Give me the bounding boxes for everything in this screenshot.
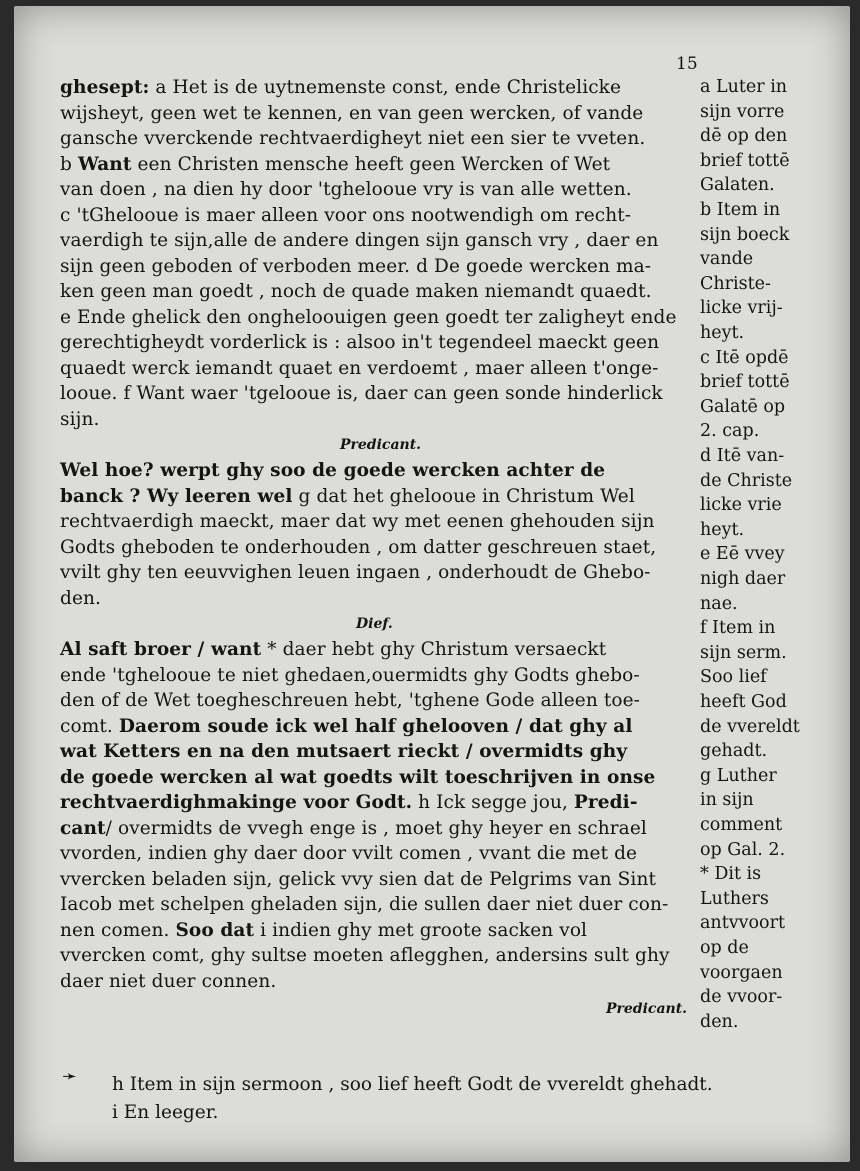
roman-text: vvercken comt, ghy sultse moeten aflegghen, andersins sult ghy (60, 945, 670, 966)
text-line (60, 817, 647, 841)
margin-note-line: gehadt. (700, 741, 768, 762)
margin-note-line: d Itē van- (700, 446, 785, 466)
margin-note-line: * Dit is (700, 864, 762, 885)
blackletter-text: Soo dat (175, 919, 255, 941)
text-line (60, 944, 670, 968)
roman-text: vvorden, indien ghy daer door vvilt comen , vvant die met de (60, 843, 638, 864)
text-line (60, 868, 656, 892)
margin-note-line: den. (700, 1011, 739, 1032)
margin-note-line: Galatē op (700, 396, 786, 417)
blackletter-text: de goede wercken al wat goedts wilt toeschrijven in onse (60, 766, 656, 788)
margin-note-line: heyt. (700, 323, 745, 343)
text-line (60, 561, 651, 585)
roman-text: van doen , na dien hy door 'tghelooue vry is van alle wetten. (60, 179, 632, 200)
margin-note-line: op Gal. 2. (700, 839, 786, 860)
blackletter-text: rechtvaerdighmakinge voor Godt. (60, 792, 413, 813)
margin-note-line: brief tottē (700, 372, 790, 393)
margin-note-line: 2. cap. (700, 421, 760, 442)
margin-note-line: g Luther (700, 765, 777, 786)
roman-text: comt. (60, 715, 119, 737)
text-line (60, 842, 637, 866)
text-line (60, 587, 101, 611)
margin-note-line: vande (700, 249, 754, 270)
roman-text: Iacob met schelpen gheladen sijn, die sullen daer niet duer con- (60, 894, 669, 915)
text-line (60, 331, 659, 355)
blackletter-text: banck ? Wy leeren wel (60, 485, 293, 507)
margin-note-line: comment (700, 815, 783, 835)
roman-text: rechtvaerdigh maeckt, maer dat wy met eenen ghehouden sijn (60, 511, 655, 532)
roman-text: b (60, 153, 78, 175)
roman-text: den of de Wet toegheschreuen hebt, 'tghene Gode alleen toe- (60, 690, 641, 711)
blackletter-text: Wel hoe? werpt ghy soo de goede wercken achter de (60, 460, 606, 481)
footnote-h: h Item in sijn sermoon , soo lief heeft Godt de vvereldt ghehadt. (112, 1074, 713, 1095)
text-line (60, 127, 645, 151)
margin-note-line: licke vrij- (700, 298, 783, 319)
text-line (60, 919, 587, 943)
text-line (60, 791, 638, 815)
text-line (60, 229, 658, 253)
roman-text: gansche vverckende rechtvaerdigheyt niet een sier te vveten. (60, 128, 646, 149)
blackletter-text: ghesept: (60, 77, 150, 98)
margin-note-line: e Eē vvey (700, 544, 785, 565)
roman-text: e Ende ghelick den ongheloouigen geen goedt ter zaligheyt ende (60, 306, 677, 328)
text-line (60, 664, 640, 688)
text-line (60, 740, 627, 764)
margin-note-line: antvvoort (700, 913, 785, 934)
margin-note-line: de vvoor- (700, 987, 783, 1008)
margin-note-line: sijn serm. (700, 642, 787, 663)
margin-note-line: nae. (700, 593, 738, 614)
roman-text: c 'tGhelooue is maer alleen voor ons nootwendigh om recht- (60, 204, 632, 226)
text-line (60, 459, 605, 483)
speaker-heading-predicant-2: Predicant. (606, 1001, 688, 1017)
margin-note-line: a Luter in (700, 77, 788, 97)
margin-note-line: sijn boeck (700, 224, 790, 245)
text-line (60, 638, 606, 662)
text-line (60, 510, 655, 534)
roman-text: ende 'tghelooue te niet ghedaen,ouermidts ghy Godts ghebo- (60, 664, 640, 686)
margin-note-line: de vvereldt (700, 716, 800, 737)
text-line (60, 76, 621, 100)
blackletter-text: wat Ketters en na den mutsaert rieckt / overmidts ghy (60, 741, 628, 762)
speaker-heading-predicant: Predicant. (340, 437, 422, 453)
margin-note-line: Luthers (700, 888, 769, 909)
roman-text: ken geen man goedt , noch de quade maken niemandt quaedt. (60, 281, 652, 302)
speaker-heading-dief: Dief. (356, 616, 393, 632)
margin-note-line: Soo lief (700, 667, 767, 688)
blackletter-text: Daerom soude ick wel half ghelooven / dat ghy al (118, 715, 633, 737)
roman-text: / overmidts de vvegh enge is , moet ghy heyer en schrael (105, 817, 647, 839)
page-number: 15 (676, 54, 698, 74)
text-line (60, 153, 610, 177)
roman-text: vaerdigh te sijn,alle de andere dingen sijn gansch vry , daer en (60, 230, 659, 251)
text-line (60, 357, 658, 381)
roman-text: vvercken beladen sijn, gelick vvy sien dat de Pelgrims van Sint (60, 868, 656, 890)
text-line (60, 485, 635, 509)
margin-note-line: voorgaen (700, 962, 783, 983)
margin-note-line: dē op den (700, 126, 788, 147)
text-line (60, 766, 655, 790)
margin-note-line: licke vrie (700, 495, 782, 516)
text-line (60, 715, 632, 739)
roman-text: h Ick segge jou, (412, 792, 574, 813)
roman-text: nen comen. (60, 919, 176, 941)
margin-note-line: Christe- (700, 273, 771, 294)
margin-note-line: nigh daer (700, 569, 786, 589)
margin-note-line: c Itē opdē (700, 347, 789, 368)
margin-note-line: op de (700, 938, 749, 958)
book-page (14, 6, 850, 1162)
text-line (60, 893, 668, 917)
pointer-mark-icon: ➛ (62, 1066, 78, 1087)
text-line (60, 382, 663, 406)
roman-text: * daer hebt ghy Christum versaeckt (261, 639, 607, 660)
roman-text: g dat het ghelooue in Christum Wel (292, 485, 635, 507)
text-line (60, 689, 640, 713)
roman-text: quaedt werck iemandt quaet en verdoemt , maer alleen t'onge- (60, 357, 659, 379)
margin-note-line: brief tottē (700, 150, 790, 171)
roman-text: een Christen mensche heeft geen Wercken of Wet (131, 153, 611, 175)
text-line (60, 280, 652, 304)
blackletter-text: cant (60, 817, 106, 839)
roman-text: den. (60, 587, 101, 609)
margin-note-line: heeft God (700, 692, 787, 712)
margin-note-line: sijn vorre (700, 101, 785, 122)
roman-text: sijn. (60, 408, 100, 430)
text-line (60, 204, 631, 228)
margin-note-line: de Christe (700, 470, 793, 491)
roman-text: sijn geen geboden of verboden meer. d De goede wercken ma- (60, 255, 652, 277)
roman-text: looue. f Want waer 'tgelooue is, daer can geen sonde hinderlick (60, 383, 663, 404)
roman-text: Godts gheboden te onderhouden , om datter geschreuen staet, (60, 536, 657, 558)
text-line (60, 178, 632, 202)
margin-note-line: b Item in (700, 200, 781, 220)
blackletter-text: Predi- (573, 792, 638, 813)
text-line (60, 536, 656, 560)
margin-note-line: in sijn (700, 790, 754, 811)
text-line (60, 970, 276, 994)
margin-note-line: f Item in (700, 618, 776, 639)
roman-text: wijsheyt, geen wet te kennen, en van geen wercken, of vande (60, 102, 644, 124)
margin-note-line: Galaten. (700, 175, 775, 196)
text-line (60, 102, 643, 126)
roman-text: a Het is de uytnemenste const, ende Christelicke (149, 77, 622, 98)
roman-text: daer niet duer connen. (60, 970, 277, 992)
text-line (60, 306, 677, 330)
blackletter-text: Want (77, 153, 132, 175)
footnote-i: i En leeger. (112, 1102, 219, 1123)
blackletter-text: Al saft broer / want (60, 639, 262, 660)
roman-text: gerechtigheydt vorderlick is : alsoo in't tegendeel maeckt geen (60, 332, 660, 353)
roman-text: vvilt ghy ten eeuvvighen leuen ingaen , onderhoudt de Ghebo- (60, 562, 651, 583)
text-line (60, 408, 99, 432)
margin-note-line: heyt. (700, 519, 745, 540)
roman-text: i indien ghy met groote sacken vol (254, 919, 588, 941)
text-line (60, 255, 651, 279)
